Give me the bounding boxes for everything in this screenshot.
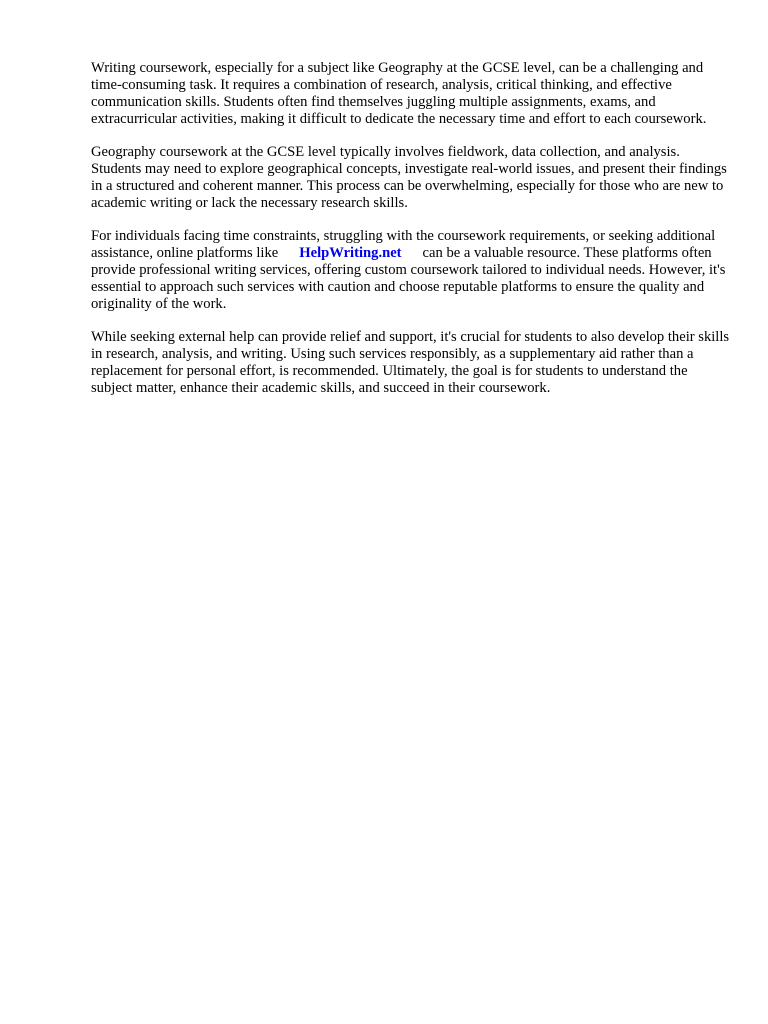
paragraph-text-after-link: can be a valuable resource. These platforms often provide professional writing services, offering custom coursework tailored to individual needs. However, it's essential to approach such services with caution and choose reputable platforms to ensure the quality and originality of the work.	[91, 245, 726, 312]
paragraph-geography-coursework: Geography coursework at the GCSE level typically involves fieldwork, data collection, and analysis. Students may need to explore geographical concepts, investigate real-world issues, and present their findings in a structured and coherent manner. This process can be overwhelming, especially for those who are new to academic writing or lack the necessary research skills.	[91, 144, 727, 211]
helpwriting-link[interactable]: HelpWriting.net	[299, 245, 402, 261]
document-body	[91, 60, 731, 413]
paragraph-text-before-link: For individuals facing time constraints, struggling with the coursework requirements, or seeking additional assistance, online platforms like	[91, 228, 716, 261]
paragraph-intro: Writing coursework, especially for a subject like Geography at the GCSE level, can be a challenging and time-consuming task. It requires a combination of research, analysis, critical thinking, and effective communication skills. Students often find themselves juggling multiple assignments, exams, and extracurricular activities, making it difficult to dedicate the necessary time and effort to each coursework.	[91, 60, 707, 127]
paragraph-online-platforms	[91, 228, 731, 313]
paragraph-conclusion: While seeking external help can provide relief and support, it's crucial for students to also develop their skills in research, analysis, and writing. Using such services responsibly, as a supplementary aid rather than a replacement for personal effort, is recommended. Ultimately, the goal is for students to understand the subject matter, enhance their academic skills, and succeed in their coursework.	[91, 329, 730, 396]
